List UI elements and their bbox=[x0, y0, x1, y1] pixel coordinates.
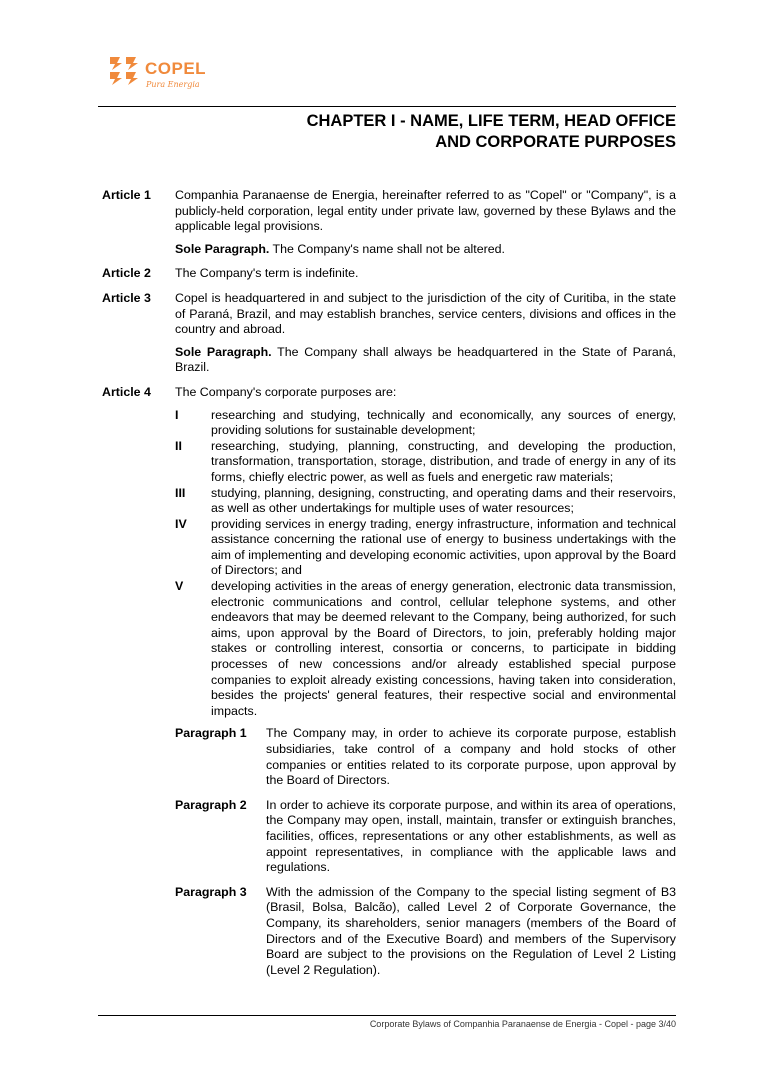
list-item-label: II bbox=[175, 438, 182, 453]
sole-paragraph bbox=[175, 345, 676, 376]
sole-paragraph bbox=[175, 242, 676, 258]
chapter-title bbox=[98, 111, 676, 153]
copel-emblem-icon bbox=[108, 55, 140, 87]
list-item-label: IV bbox=[175, 516, 187, 531]
paragraph-label: Paragraph 2 bbox=[175, 797, 247, 812]
list-item-label: III bbox=[175, 485, 186, 500]
list-item bbox=[175, 408, 676, 439]
chapter-title-line-1: CHAPTER I - NAME, LIFE TERM, HEAD OFFICE bbox=[306, 112, 676, 130]
list-item-text: researching, studying, planning, constructing, and developing the production, transformation, transportation, storage, distribution, and trade of energy in any of its forms, chiefly electric power, as well as fuels and energetic raw materials; bbox=[211, 438, 676, 484]
list-item bbox=[175, 517, 676, 579]
paragraph-label: Paragraph 1 bbox=[175, 726, 247, 741]
list-item-text: studying, planning, designing, constructing, and operating dams and their reservoirs, as well as other undertakings for multiple uses of water resources; bbox=[211, 485, 676, 516]
footer-rule bbox=[98, 1015, 676, 1016]
paragraph-text: With the admission of the Company to the special listing segment of B3 (Brasil, Bolsa, Balcão), called Level 2 of Corporate Governance, the Company, its shareholders, senior managers (members of the Board of Directors and of the Executive Board) and members of the Supervisory Board are subject to the provisions on the Regulation of Level 2 Listing (Level 2 Regulation). bbox=[266, 884, 676, 977]
list-item-label: V bbox=[175, 579, 184, 594]
list-item bbox=[175, 439, 676, 486]
article-label: Article 4 bbox=[102, 384, 151, 399]
logo-name: COPEL bbox=[145, 59, 207, 78]
paragraph-text: In order to achieve its corporate purpose, and within its area of operations, the Company may open, install, maintain, transfer or extinguish branches, facilities, offices, representations or any other establishments, as well as appoint representatives, in compliance with the applicable laws and regulations. bbox=[266, 797, 676, 875]
article-text: Copel is headquartered in and subject to the jurisdiction of the city of Curitiba, in the state of Paraná, Brazil, and may establish branches, service centers, divisions and offices in the country and abroad. bbox=[175, 290, 676, 337]
article-1 bbox=[102, 188, 676, 257]
list-item-label: I bbox=[175, 407, 179, 422]
list-item bbox=[175, 486, 676, 517]
paragraph-3 bbox=[175, 885, 676, 979]
list-item bbox=[175, 579, 676, 719]
paragraph-label: Paragraph 3 bbox=[175, 884, 247, 899]
header-rule bbox=[98, 106, 676, 107]
sole-paragraph-text: The Company shall always be headquartered in the State of Paraná, Brazil. bbox=[175, 344, 676, 375]
article-label: Article 3 bbox=[102, 290, 151, 305]
list-item-text: providing services in energy trading, energy infrastructure, information and technical assistance concerning the rational use of energy to business undertakings with the aim of implementing and developing economic activities, upon approval by the Board of Directors; and bbox=[211, 516, 676, 578]
document-body bbox=[102, 188, 676, 987]
sole-paragraph-text: The Company's name shall not be altered. bbox=[269, 241, 505, 256]
copel-logo bbox=[108, 55, 218, 95]
purpose-list bbox=[175, 408, 676, 720]
chapter-title-line-2: AND CORPORATE PURPOSES bbox=[435, 133, 676, 151]
paragraph-1 bbox=[175, 726, 676, 788]
article-3 bbox=[102, 291, 676, 376]
article-2 bbox=[102, 266, 676, 282]
paragraph-text: The Company may, in order to achieve its corporate purpose, establish subsidiaries, take control of a company and hold stocks of other companies or entities related to its corporate purpose, upon approval by the Board of Directors. bbox=[266, 726, 676, 788]
article-label: Article 1 bbox=[102, 188, 151, 202]
article-text: Companhia Paranaense de Energia, hereinafter referred to as "Copel" or "Company", is a publicly-held corporation, legal entity under private law, governed by these Bylaws and the applicable legal provisions. bbox=[175, 188, 676, 234]
page-footer: Corporate Bylaws of Companhia Paranaense de Energia - Copel - page 3/40 bbox=[369, 1019, 676, 1029]
logo-tagline: Pura Energia bbox=[146, 80, 200, 89]
article-intro: The Company's corporate purposes are: bbox=[175, 384, 397, 399]
paragraph-2 bbox=[175, 798, 676, 876]
sole-paragraph-label: Sole Paragraph. bbox=[175, 344, 272, 359]
article-text: The Company's term is indefinite. bbox=[175, 266, 359, 281]
article-4 bbox=[102, 385, 676, 978]
article-label: Article 2 bbox=[102, 266, 151, 281]
list-item-text: developing activities in the areas of energy generation, electronic data transmission, electronic communications and control, cellular telephone systems, and other endeavors that may be deemed relevant to the Company, being authorized, for such aims, upon approval by the Board of Directors, to join, preferably holding major stakes or controlling interest, consortia or concerns, to participate in bidding processes of new concessions and/or already established special purpose companies to exploit already existing concessions, having taken into consideration, besides the projects' general features, their respective social and environmental impacts. bbox=[211, 579, 676, 718]
list-item-text: researching and studying, technically and economically, any sources of energy, providing solutions for sustainable development; bbox=[211, 407, 676, 438]
sole-paragraph-label: Sole Paragraph. bbox=[175, 241, 270, 256]
